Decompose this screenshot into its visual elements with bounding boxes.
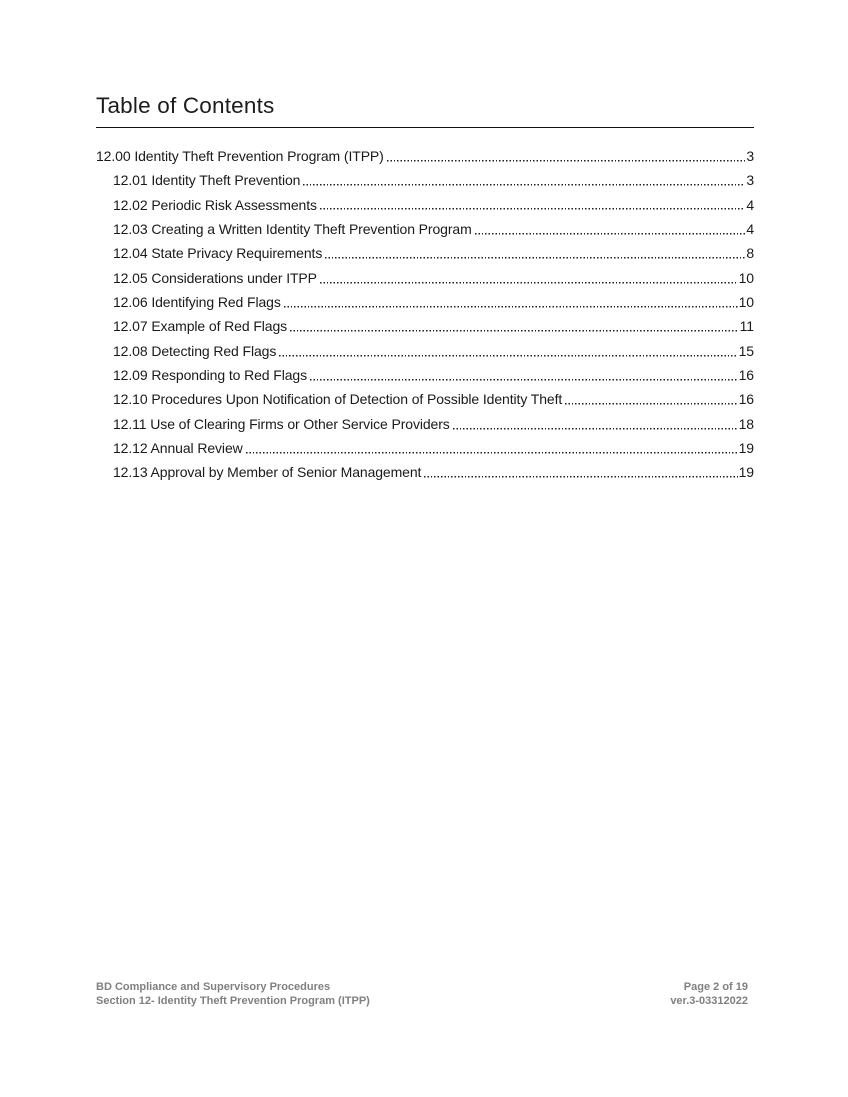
toc-entry-page-number: 8: [746, 245, 754, 262]
page-content: [96, 0, 754, 1097]
toc-entry[interactable]: [96, 168, 754, 192]
toc-entry-label: 12.02 Periodic Risk Assessments: [113, 196, 317, 213]
toc-entry-label: 12.03 Creating a Written Identity Theft Prevention Program: [113, 221, 472, 238]
toc-entry-page-number: 4: [746, 196, 754, 213]
footer-page-number: Page 2 of 19: [683, 981, 748, 993]
toc-entry-page-number: 11: [739, 318, 754, 335]
toc-entry[interactable]: [96, 387, 754, 411]
dot-leader: [320, 193, 745, 217]
toc-entry[interactable]: [96, 144, 754, 168]
dot-leader: [475, 217, 746, 241]
dot-leader: [279, 339, 737, 363]
dot-leader: [325, 241, 745, 265]
toc-entry[interactable]: [96, 314, 754, 338]
toc-entry[interactable]: [96, 436, 754, 460]
dot-leader: [284, 290, 738, 314]
toc-entry-page-number: 10: [738, 294, 754, 311]
toc-entry-label: 12.06 Identifying Red Flags: [113, 294, 281, 311]
page-footer: [96, 981, 754, 1008]
toc-entry[interactable]: [96, 193, 754, 217]
dot-leader: [320, 266, 738, 290]
toc-entry-label: 12.07 Example of Red Flags: [113, 318, 288, 335]
dot-leader: [310, 363, 738, 387]
toc-entry-label: 12.08 Detecting Red Flags: [113, 342, 277, 359]
footer-version: ver.3-03312022: [670, 994, 748, 1007]
dot-leader: [387, 144, 746, 168]
toc-entry[interactable]: [96, 241, 754, 265]
toc-entry-label: 12.01 Identity Theft Prevention: [113, 172, 301, 189]
footer-left: [96, 981, 370, 1008]
dot-leader: [246, 436, 738, 460]
toc-entry-page-number: 15: [738, 342, 754, 359]
toc-entry[interactable]: [96, 290, 754, 314]
title-rule: [96, 127, 754, 128]
dot-leader: [424, 460, 737, 484]
toc-entry-page-number: 16: [738, 367, 754, 384]
toc-entry[interactable]: [96, 363, 754, 387]
toc-entry[interactable]: [96, 339, 754, 363]
toc-entry-label: 12.10 Procedures Upon Notification of Detection of Possible Identity Theft: [113, 391, 563, 408]
toc-entry[interactable]: [96, 460, 754, 484]
toc-entry-label: 12.13 Approval by Member of Senior Management: [113, 464, 422, 481]
toc-entry-label: 12.11 Use of Clearing Firms or Other Service Providers: [113, 415, 450, 432]
dot-leader: [565, 387, 737, 411]
toc: [96, 144, 754, 485]
toc-entry-label: 12.00 Identity Theft Prevention Program (ITPP): [96, 148, 384, 164]
footer-document-name: BD Compliance and Supervisory Procedures: [96, 981, 331, 993]
dot-leader: [453, 412, 738, 436]
toc-entry-page-number: 4: [746, 221, 754, 238]
toc-entry-label: 12.04 State Privacy Requirements: [113, 245, 323, 262]
toc-entry-page-number: 19: [738, 440, 754, 457]
toc-entry[interactable]: [96, 412, 754, 436]
toc-entry-page-number: 18: [738, 415, 754, 432]
footer-right: [670, 981, 754, 1008]
toc-entry-page-number: 3: [746, 172, 754, 189]
toc-entry-page-number: 10: [738, 269, 754, 286]
dot-leader: [303, 168, 745, 192]
toc-entry-page-number: 16: [738, 391, 754, 408]
toc-entry-label: 12.05 Considerations under ITPP: [113, 269, 317, 286]
toc-entry[interactable]: [96, 217, 754, 241]
toc-entry-page-number: 19: [738, 464, 754, 481]
toc-entry-label: 12.09 Responding to Red Flags: [113, 367, 308, 384]
toc-entry[interactable]: [96, 266, 754, 290]
footer-section-name: Section 12- Identity Theft Prevention Program (ITPP): [96, 994, 370, 1007]
dot-leader: [290, 314, 739, 338]
page-title: Table of Contents: [96, 93, 275, 118]
toc-entry-label: 12.12 Annual Review: [113, 440, 243, 457]
toc-entry-page-number: 3: [746, 148, 754, 164]
